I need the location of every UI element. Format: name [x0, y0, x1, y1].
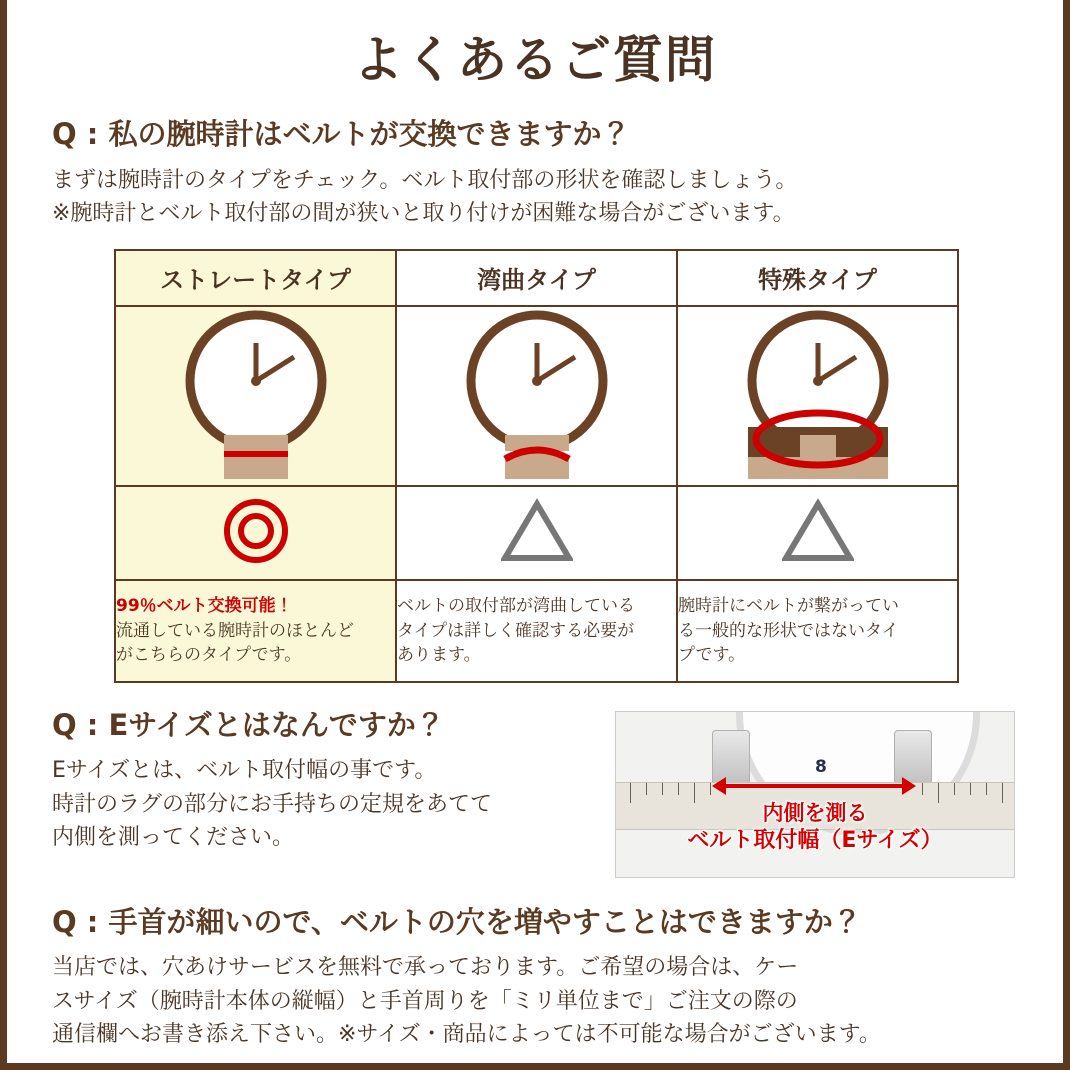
dial-number-8: 8: [815, 756, 827, 777]
bottom-border: [0, 1063, 1070, 1070]
photo-caption: [616, 800, 1014, 856]
note-curved-line2: タイプは詳しく確認する必要が: [397, 620, 635, 641]
question-2-section: [52, 707, 1018, 878]
note-special-line2: る一般的な形状ではないタイ: [678, 620, 899, 641]
watch-curved-icon: [407, 309, 667, 479]
illustration-straight: [115, 306, 396, 486]
triangle-icon: [782, 498, 854, 564]
question-2-body-line1: Eサイズとは、ベルト取付幅の事です。: [52, 758, 437, 784]
question-1-body: [52, 164, 1018, 231]
question-1-heading: Q : 私の腕時計はベルトが交換できますか？: [52, 117, 631, 151]
question-3-body-line3: 通信欄へお書き添え下さい。※サイズ・商品によっては不可能な場合がございます。: [52, 1022, 881, 1048]
table-row-illustrations: [115, 306, 958, 486]
note-special-line3: プです。: [678, 644, 746, 665]
double-circle-icon: [221, 496, 291, 566]
page-title: よくあるご質問: [353, 31, 717, 89]
column-header-straight: ストレートタイプ: [115, 250, 396, 306]
triangle-icon: [501, 498, 573, 564]
question-3-body-line1: 当店では、穴あけサービスを無料で承っております。ご希望の場合は、ケー: [52, 955, 799, 981]
table-row-marks: [115, 486, 958, 580]
note-curved-line1: ベルトの取付部が湾曲している: [397, 596, 635, 617]
note-curved: [396, 580, 677, 682]
measure-arrow-left: [712, 777, 726, 795]
note-straight: [115, 580, 396, 682]
note-straight-line1: 流通している腕時計のほとんど: [116, 620, 354, 641]
mark-straight: [115, 486, 396, 580]
question-2-text: [52, 707, 597, 855]
question-2-body: [52, 754, 597, 854]
note-curved-line3: あります。: [397, 644, 481, 665]
table-row-notes: [115, 580, 958, 682]
illustration-curved: [396, 306, 677, 486]
note-straight-line2: がこちらのタイプです。: [116, 644, 302, 665]
illustration-special: [677, 306, 958, 486]
mark-curved: [396, 486, 677, 580]
question-2-body-line2: 時計のラグの部分にお手持ちの定規をあてて: [52, 791, 493, 817]
measure-arrow-right: [902, 777, 916, 795]
watch-straight-icon: [126, 309, 386, 479]
watch-type-table: [114, 249, 959, 683]
photo-caption-line2: ベルト取付幅（Eサイズ）: [687, 827, 943, 853]
note-straight-red: 99％ベルト交換可能！: [116, 596, 293, 617]
question-3-body-line2: スサイズ（腕時計本体の縦幅）と手首周りを「ミリ単位まで」ご注文の際の: [52, 988, 798, 1014]
left-border: [0, 0, 7, 1070]
photo-caption-line1: 内側を測る: [762, 800, 868, 825]
measure-arrow-line: [724, 784, 904, 788]
column-header-curved: 湾曲タイプ: [396, 250, 677, 306]
right-border: [1063, 0, 1070, 1070]
column-header-special: 特殊タイプ: [677, 250, 958, 306]
question-1-body-line2: ※腕時計とベルト取付部の間が狭いと取り付けが困難な場合がございます。: [52, 201, 795, 227]
question-2-body-line3: 内側を測ってください。: [52, 825, 295, 851]
question-3-body: [52, 951, 1018, 1051]
question-3-heading: Q : 手首が細いので、ベルトの穴を増やすことはできますか？: [52, 904, 862, 939]
note-special: [677, 580, 958, 682]
table-row-headers: [115, 250, 958, 306]
esize-measurement-photo: [615, 711, 1015, 878]
note-special-line1: 腕時計にベルトが繋がってい: [678, 596, 899, 617]
question-1-body-line1: まずは腕時計のタイプをチェック。ベルト取付部の形状を確認しましょう。: [52, 167, 798, 193]
mark-special: [677, 486, 958, 580]
question-2-heading: Q : Eサイズとはなんですか？: [52, 707, 445, 742]
watch-special-icon: [688, 309, 948, 479]
